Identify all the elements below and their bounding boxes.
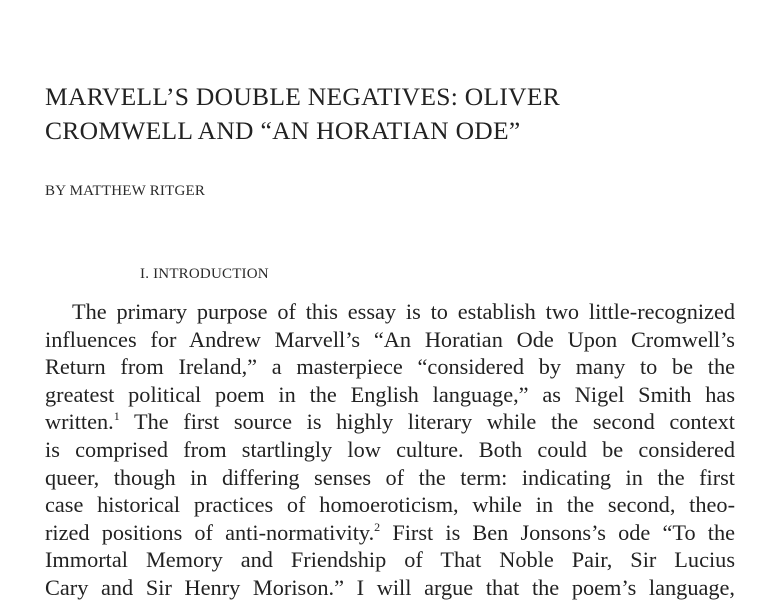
body-paragraph (45, 298, 735, 602)
article-title-line-1: MARVELL’S DOUBLE NEGATIVES: OLIVER (45, 82, 561, 111)
body-line: Return from Ireland,” a masterpiece “considered by many to be the (45, 354, 735, 380)
body-line: The primary purpose of this essay is to establish two little-recognized (72, 299, 735, 324)
body-line: greatest political poem in the English language,” as Nigel Smith has (45, 381, 735, 407)
body-line-text: written. (45, 409, 114, 435)
body-line (45, 519, 735, 547)
body-line-text: First is Ben Jonsons’s ode “To the (380, 519, 735, 545)
body-line (45, 408, 735, 436)
body-line: queer, though in differing senses of the term: indicating in the first (45, 464, 735, 490)
body-line: influences for Andrew Marvell’s “An Horatian Ode Upon Cromwell’s (45, 326, 735, 352)
article-title (45, 80, 645, 148)
body-line-text: rized positions of anti-normativity. (45, 519, 375, 545)
author-byline: BY MATTHEW RITGER (45, 183, 206, 199)
body-line: case historical practices of homoeroticism, while in the second, theo- (45, 492, 735, 518)
body-line-text: The first source is highly literary while the second context (119, 409, 735, 435)
body-line: Immortal Memory and Friendship of That Noble Pair, Sir Lucius (45, 547, 735, 573)
footnote-ref-1[interactable]: 1 (113, 409, 120, 424)
body-line: Cary and Sir Henry Morison.” I will argue that the poem’s language, (45, 574, 735, 600)
footnote-ref-2[interactable]: 2 (374, 519, 381, 534)
article-title-line-2: CROMWELL AND “AN HORATIAN ODE” (45, 116, 521, 145)
body-line: is comprised from startlingly low culture. Both could be considered (45, 436, 735, 462)
section-heading: I. INTRODUCTION (140, 266, 269, 282)
